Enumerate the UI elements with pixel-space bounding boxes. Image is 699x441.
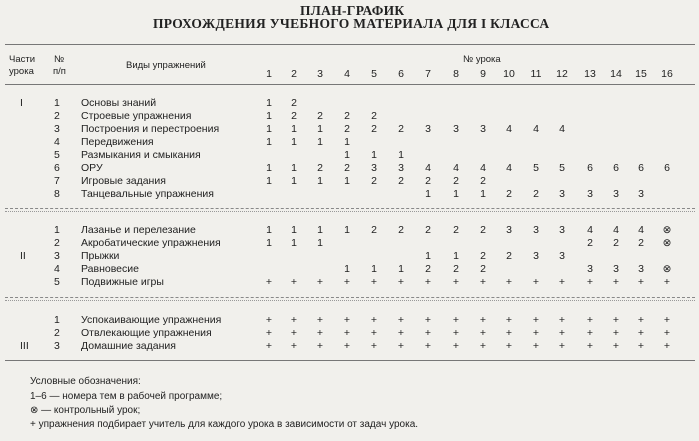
schedule-cell: + <box>343 327 351 339</box>
schedule-cell: + <box>532 340 540 352</box>
schedule-cell: + <box>532 327 540 339</box>
schedule-cell: 1 <box>291 237 297 249</box>
schedule-cell: 4 <box>506 162 512 174</box>
schedule-cell: 1 <box>453 188 459 200</box>
schedule-cell: + <box>532 314 540 326</box>
schedule-cell: 1 <box>480 188 486 200</box>
section-rule-secondary <box>5 300 695 301</box>
schedule-cell: 1 <box>266 224 272 236</box>
row-number: 5 <box>54 276 60 288</box>
lesson-number: 8 <box>453 68 459 80</box>
row-number: 2 <box>54 237 60 249</box>
schedule-cell: 1 <box>266 237 272 249</box>
schedule-cell: + <box>265 276 273 288</box>
schedule-cell: 6 <box>587 162 593 174</box>
schedule-cell: + <box>290 327 298 339</box>
schedule-cell: + <box>316 327 324 339</box>
lesson-number: 16 <box>661 68 673 80</box>
lesson-number: 6 <box>398 68 404 80</box>
schedule-cell: 3 <box>480 123 486 135</box>
schedule-cell: + <box>452 327 460 339</box>
schedule-cell: + <box>479 327 487 339</box>
schedule-cell: 1 <box>291 175 297 187</box>
header-bottom-rule <box>5 84 695 85</box>
exercise-name: Подвижные игры <box>81 276 164 288</box>
legend-item-1: 1–6 — номера тем в рабочей программе; <box>30 391 223 402</box>
schedule-cell: + <box>479 340 487 352</box>
schedule-cell: 2 <box>453 224 459 236</box>
exercise-name: Передвижения <box>81 136 154 148</box>
schedule-cell: 2 <box>453 175 459 187</box>
row-number: 3 <box>54 250 60 262</box>
schedule-cell: + <box>397 327 405 339</box>
schedule-cell: 6 <box>664 162 670 174</box>
schedule-cell: 3 <box>638 188 644 200</box>
schedule-cell: + <box>316 340 324 352</box>
schedule-cell: 4 <box>613 224 619 236</box>
schedule-cell: 3 <box>453 123 459 135</box>
schedule-cell: 1 <box>344 224 350 236</box>
exercise-name: Построения и перестроения <box>81 123 220 135</box>
schedule-cell: 2 <box>506 188 512 200</box>
control-lesson-mark: ⊗ <box>662 263 672 275</box>
schedule-cell: 1 <box>425 188 431 200</box>
schedule-cell: 3 <box>638 263 644 275</box>
schedule-cell: + <box>290 314 298 326</box>
exercise-name: Акробатические упражнения <box>81 237 221 249</box>
row-number: 1 <box>54 224 60 236</box>
lesson-number: 12 <box>556 68 568 80</box>
schedule-cell: 3 <box>559 224 565 236</box>
legend-item-2: ⊗ — контрольный урок; <box>30 405 141 416</box>
exercise-name: Отвлекающие упражнения <box>81 327 212 339</box>
schedule-cell: 1 <box>344 149 350 161</box>
exercise-name: Игровые задания <box>81 175 166 187</box>
schedule-cell: + <box>558 314 566 326</box>
schedule-cell: 2 <box>398 123 404 135</box>
schedule-cell: + <box>663 340 671 352</box>
schedule-cell: + <box>637 276 645 288</box>
schedule-cell: 2 <box>371 175 377 187</box>
schedule-cell: 1 <box>344 175 350 187</box>
exercise-name: Размыкания и смыкания <box>81 149 201 161</box>
schedule-cell: 6 <box>613 162 619 174</box>
part-label: II <box>20 250 26 262</box>
row-number: 6 <box>54 162 60 174</box>
schedule-cell: 1 <box>371 263 377 275</box>
schedule-cell: + <box>479 314 487 326</box>
schedule-cell: 1 <box>398 149 404 161</box>
lesson-number: 2 <box>291 68 297 80</box>
exercise-name: Танцевальные упражнения <box>81 188 214 200</box>
title-line-2: ПРОХОЖДЕНИЯ УЧЕБНОГО МАТЕРИАЛА ДЛЯ I КЛАССА <box>153 16 550 31</box>
schedule-cell: 1 <box>317 123 323 135</box>
schedule-cell: 3 <box>613 263 619 275</box>
schedule-cell: 2 <box>480 175 486 187</box>
schedule-cell: + <box>637 340 645 352</box>
row-number: 7 <box>54 175 60 187</box>
lesson-number: 13 <box>584 68 596 80</box>
exercise-name: ОРУ <box>81 162 103 174</box>
lesson-number: 14 <box>610 68 622 80</box>
section-rule <box>5 208 695 209</box>
schedule-cell: 3 <box>533 224 539 236</box>
schedule-cell: + <box>505 340 513 352</box>
schedule-cell: 6 <box>638 162 644 174</box>
schedule-cell: + <box>424 340 432 352</box>
schedule-cell: + <box>479 276 487 288</box>
schedule-cell: + <box>558 276 566 288</box>
schedule-cell: 1 <box>344 263 350 275</box>
lesson-number: 15 <box>635 68 647 80</box>
schedule-cell: 4 <box>533 123 539 135</box>
schedule-cell: 4 <box>587 224 593 236</box>
schedule-cell: 1 <box>317 136 323 148</box>
schedule-cell: + <box>505 314 513 326</box>
header-lesson: урока <box>9 66 34 77</box>
header-types: Виды упражнений <box>126 60 206 71</box>
schedule-cell: 4 <box>559 123 565 135</box>
schedule-cell: 4 <box>425 162 431 174</box>
schedule-cell: + <box>663 327 671 339</box>
schedule-cell: 3 <box>587 188 593 200</box>
schedule-cell: + <box>343 340 351 352</box>
schedule-cell: + <box>612 340 620 352</box>
schedule-cell: 2 <box>344 162 350 174</box>
table-top-rule <box>5 44 695 45</box>
schedule-cell: + <box>586 314 594 326</box>
schedule-cell: + <box>505 327 513 339</box>
schedule-cell: + <box>586 276 594 288</box>
schedule-cell: 2 <box>480 250 486 262</box>
schedule-cell: 1 <box>317 175 323 187</box>
row-number: 4 <box>54 136 60 148</box>
schedule-cell: 1 <box>317 237 323 249</box>
schedule-cell: 4 <box>638 224 644 236</box>
schedule-cell: + <box>586 340 594 352</box>
row-number: 2 <box>54 327 60 339</box>
schedule-cell: + <box>316 276 324 288</box>
control-lesson-mark: ⊗ <box>662 237 672 249</box>
schedule-cell: + <box>558 340 566 352</box>
lesson-number: 11 <box>530 68 542 80</box>
lesson-number: 7 <box>425 68 431 80</box>
schedule-cell: 1 <box>266 136 272 148</box>
row-number: 4 <box>54 263 60 275</box>
schedule-cell: + <box>265 314 273 326</box>
schedule-cell: + <box>663 276 671 288</box>
schedule-cell: + <box>290 340 298 352</box>
schedule-cell: + <box>558 327 566 339</box>
schedule-cell: 2 <box>587 237 593 249</box>
schedule-cell: 3 <box>371 162 377 174</box>
schedule-cell: + <box>637 327 645 339</box>
schedule-cell: + <box>424 327 432 339</box>
lesson-number: 9 <box>480 68 486 80</box>
header-lesson-no: № урока <box>463 54 501 65</box>
exercise-name: Успокаивающие упражнения <box>81 314 222 326</box>
schedule-cell: 1 <box>317 224 323 236</box>
part-label: III <box>20 340 29 352</box>
schedule-cell: 2 <box>638 237 644 249</box>
exercise-name: Основы знаний <box>81 97 157 109</box>
schedule-cell: + <box>370 276 378 288</box>
row-number: 1 <box>54 314 60 326</box>
schedule-cell: 1 <box>398 263 404 275</box>
schedule-cell: + <box>424 314 432 326</box>
schedule-cell: + <box>586 327 594 339</box>
schedule-cell: 3 <box>559 250 565 262</box>
schedule-cell: 2 <box>480 224 486 236</box>
schedule-cell: 1 <box>266 162 272 174</box>
schedule-cell: + <box>265 327 273 339</box>
schedule-cell: 2 <box>506 250 512 262</box>
schedule-cell: 1 <box>291 162 297 174</box>
schedule-cell: 4 <box>480 162 486 174</box>
section-rule <box>5 297 695 298</box>
schedule-cell: + <box>343 314 351 326</box>
schedule-cell: 2 <box>344 110 350 122</box>
schedule-cell: 2 <box>425 263 431 275</box>
schedule-cell: 1 <box>266 110 272 122</box>
schedule-cell: 3 <box>506 224 512 236</box>
schedule-cell: 1 <box>266 97 272 109</box>
schedule-cell: 2 <box>371 110 377 122</box>
schedule-cell: 2 <box>533 188 539 200</box>
schedule-cell: 2 <box>317 110 323 122</box>
schedule-cell: 3 <box>398 162 404 174</box>
schedule-cell: + <box>424 276 432 288</box>
schedule-cell: + <box>370 314 378 326</box>
schedule-cell: 2 <box>371 224 377 236</box>
schedule-cell: 1 <box>291 136 297 148</box>
schedule-cell: 3 <box>613 188 619 200</box>
schedule-cell: + <box>316 314 324 326</box>
schedule-cell: + <box>370 327 378 339</box>
schedule-cell: 1 <box>453 250 459 262</box>
exercise-name: Лазанье и перелезание <box>81 224 196 236</box>
row-number: 1 <box>54 97 60 109</box>
schedule-cell: 2 <box>291 97 297 109</box>
lesson-number: 1 <box>266 68 272 80</box>
schedule-cell: + <box>397 340 405 352</box>
schedule-cell: + <box>612 314 620 326</box>
schedule-cell: 2 <box>453 263 459 275</box>
title-line-1: ПЛАН-ГРАФИК <box>300 3 405 18</box>
schedule-cell: 3 <box>559 188 565 200</box>
row-number: 3 <box>54 340 60 352</box>
schedule-cell: + <box>290 276 298 288</box>
schedule-cell: + <box>452 340 460 352</box>
schedule-cell: + <box>452 314 460 326</box>
schedule-cell: 1 <box>425 250 431 262</box>
exercise-name: Строевые упражнения <box>81 110 192 122</box>
header-num: № <box>54 54 65 65</box>
lesson-number: 10 <box>503 68 515 80</box>
schedule-cell: + <box>370 340 378 352</box>
schedule-cell: 3 <box>533 250 539 262</box>
schedule-cell: 1 <box>344 136 350 148</box>
schedule-cell: 2 <box>480 263 486 275</box>
schedule-cell: + <box>663 314 671 326</box>
lesson-number: 4 <box>344 68 350 80</box>
schedule-cell: + <box>397 314 405 326</box>
schedule-cell: 1 <box>291 224 297 236</box>
schedule-cell: 4 <box>453 162 459 174</box>
schedule-cell: + <box>532 276 540 288</box>
legend-item-3: + упражнения подбирает учитель для каждого урока в зависимости от задач урока. <box>30 419 419 430</box>
exercise-name: Домашние задания <box>81 340 176 352</box>
schedule-cell: + <box>612 327 620 339</box>
schedule-cell: 1 <box>371 149 377 161</box>
control-lesson-mark: ⊗ <box>662 224 672 236</box>
lesson-number: 5 <box>371 68 377 80</box>
lesson-number: 3 <box>317 68 323 80</box>
schedule-cell: 2 <box>371 123 377 135</box>
schedule-cell: 2 <box>398 224 404 236</box>
legend-heading: Условные обозначения: <box>30 376 141 387</box>
schedule-cell: 2 <box>425 224 431 236</box>
schedule-cell: + <box>505 276 513 288</box>
part-label: I <box>20 97 23 109</box>
exercise-name: Прыжки <box>81 250 120 262</box>
schedule-cell: 4 <box>506 123 512 135</box>
schedule-cell: + <box>637 314 645 326</box>
schedule-cell: 2 <box>291 110 297 122</box>
schedule-cell: 2 <box>344 123 350 135</box>
schedule-cell: 2 <box>398 175 404 187</box>
schedule-cell: + <box>397 276 405 288</box>
schedule-cell: 3 <box>587 263 593 275</box>
schedule-cell: + <box>343 276 351 288</box>
exercise-name: Равновесие <box>81 263 139 275</box>
schedule-cell: + <box>452 276 460 288</box>
schedule-cell: 5 <box>559 162 565 174</box>
row-number: 3 <box>54 123 60 135</box>
schedule-cell: 1 <box>291 123 297 135</box>
row-number: 5 <box>54 149 60 161</box>
schedule-cell: + <box>265 340 273 352</box>
section-rule-secondary <box>5 211 695 212</box>
row-number: 8 <box>54 188 60 200</box>
header-parts: Части <box>9 54 36 65</box>
schedule-cell: 2 <box>613 237 619 249</box>
schedule-cell: 1 <box>266 175 272 187</box>
section-rule <box>5 360 695 361</box>
schedule-cell: 3 <box>425 123 431 135</box>
schedule-cell: 2 <box>425 175 431 187</box>
schedule-cell: 5 <box>533 162 539 174</box>
header-np: п/п <box>53 66 66 77</box>
schedule-cell: 2 <box>317 162 323 174</box>
schedule-cell: 1 <box>266 123 272 135</box>
schedule-cell: + <box>612 276 620 288</box>
row-number: 2 <box>54 110 60 122</box>
